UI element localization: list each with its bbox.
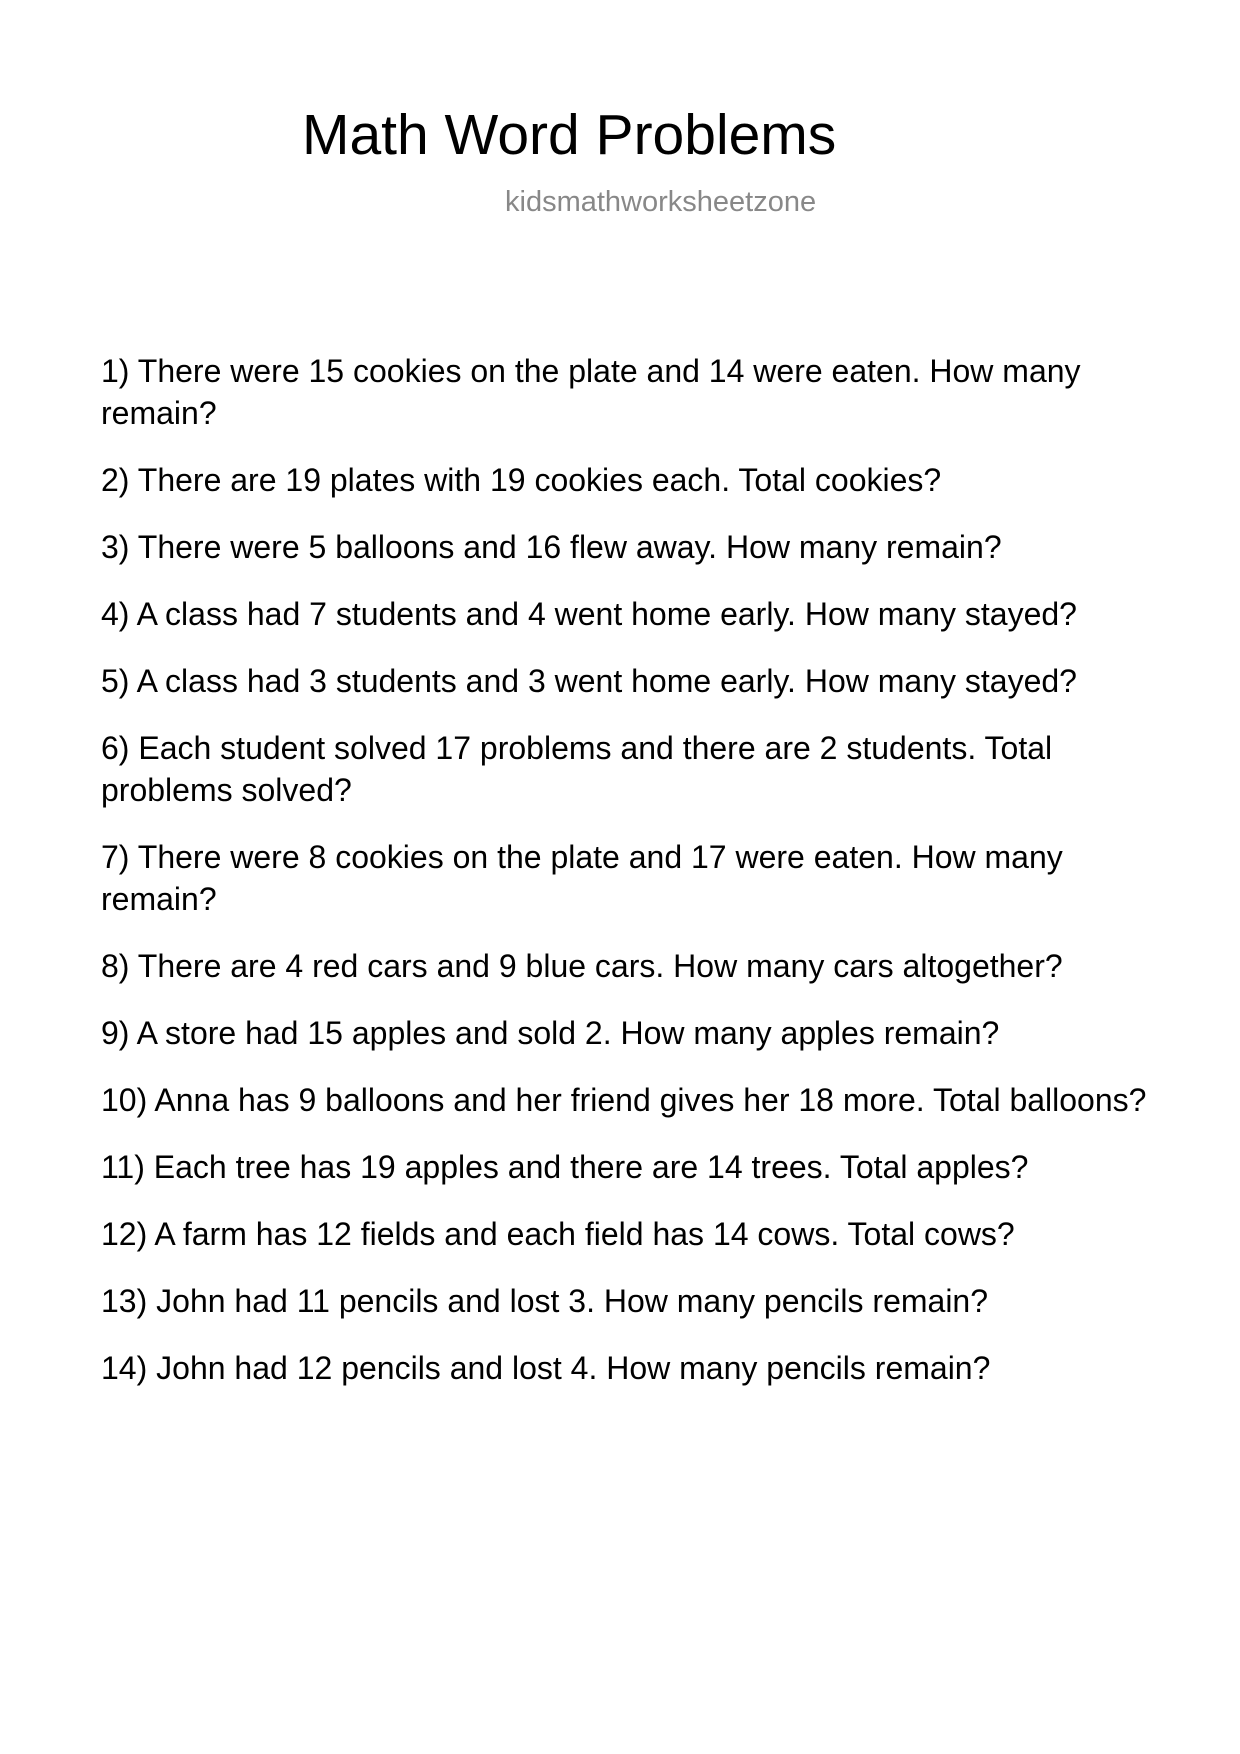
problem-7: 7) There were 8 cookies on the plate and 17 were eaten. How many remain? <box>101 839 1063 917</box>
problem-8: 8) There are 4 red cars and 9 blue cars. How many cars altogether? <box>101 948 1063 984</box>
problem-list <box>101 350 1166 1414</box>
problem-12: 12) A farm has 12 fields and each field has 14 cows. Total cows? <box>101 1216 1015 1252</box>
problem-11: 11) Each tree has 19 apples and there are 14 trees. Total apples? <box>101 1149 1029 1185</box>
problem-5: 5) A class had 3 students and 3 went home early. How many stayed? <box>101 663 1077 699</box>
page-title: Math Word Problems <box>302 103 837 167</box>
problem-6: 6) Each student solved 17 problems and there are 2 students. Total problems solved? <box>101 730 1053 808</box>
problem-1: 1) There were 15 cookies on the plate and 14 were eaten. How many remain? <box>101 353 1081 431</box>
problem-10: 10) Anna has 9 balloons and her friend gives her 18 more. Total balloons? <box>101 1082 1147 1118</box>
problem-13: 13) John had 11 pencils and lost 3. How many pencils remain? <box>101 1283 989 1319</box>
site-name: kidsmathworksheetzone <box>505 186 817 218</box>
problem-14: 14) John had 12 pencils and lost 4. How many pencils remain? <box>101 1350 991 1386</box>
problem-2: 2) There are 19 plates with 19 cookies each. Total cookies? <box>101 462 942 498</box>
problem-9: 9) A store had 15 apples and sold 2. How many apples remain? <box>101 1015 1000 1051</box>
problem-4: 4) A class had 7 students and 4 went home early. How many stayed? <box>101 596 1077 632</box>
problem-3: 3) There were 5 balloons and 16 flew away. How many remain? <box>101 529 1002 565</box>
